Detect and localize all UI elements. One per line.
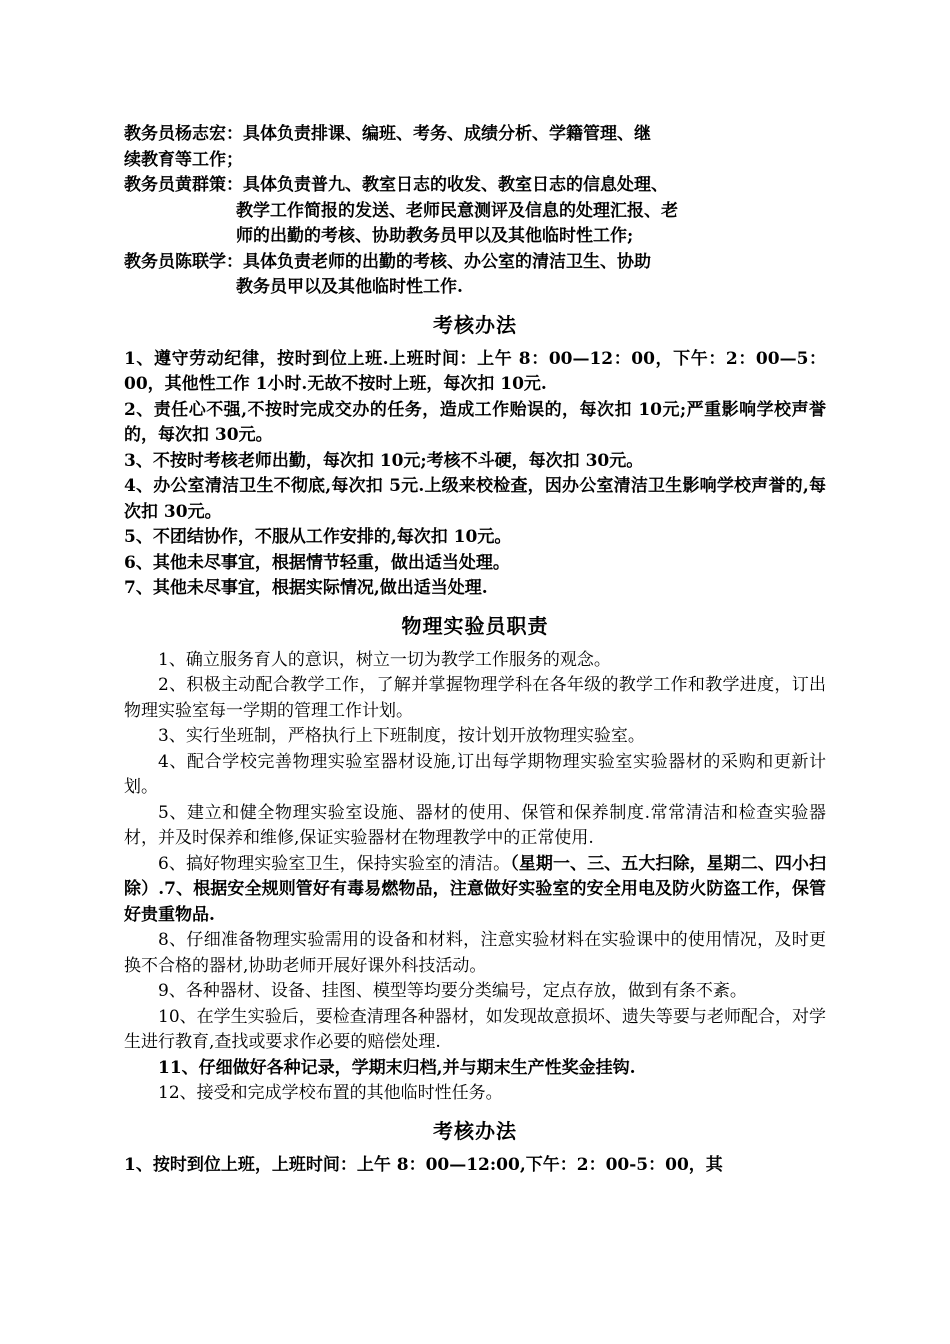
duty-item: 2、积极主动配合教学工作，了解并掌握物理学科在各年级的教学工作和教学进度，订出物理实验室每一学期的管理工作计划。 bbox=[124, 675, 826, 721]
rule-item: 6、其他未尽事宜，根据情节轻重，做出适当处理。 bbox=[124, 552, 510, 573]
duty-item: 8、仔细准备物理实验需用的设备和材料，注意实验材料在实验课中的使用情况，及时更换不合格的器材,协助老师开展好课外科技活动。 bbox=[124, 930, 826, 976]
section-title-physics-lab-duties: 物理实验员职责 bbox=[401, 613, 549, 638]
rule-item: 1、按时到位上班，上班时间：上午 8：00—12:00,下午：2：00-5：00，其 bbox=[124, 1154, 723, 1175]
duty-item-6-7: 6、搞好物理实验室卫生，保持实验室的清洁。（星期一、三、五大扫除，星期二、四小扫除）.7、根据安全规则管好有毒易燃物品，注意做好实验室的安全用电及防火防盗工作，保管好贵重物品. bbox=[124, 853, 826, 925]
duty-item: 10、在学生实验后，要检查清理各种器材，如发现故意损坏、遗失等要与老师配合，对学生进行教育,查找或要求作必要的赔偿处理. bbox=[124, 1006, 826, 1052]
duty-item: 5、建立和健全物理实验室设施、器材的使用、保管和保养制度.常常清洁和检查实验器材，并及时保养和维修,保证实验器材在物理教学中的正常使用. bbox=[124, 802, 826, 848]
staff-duty-yang: 教务员杨志宏：具体负责排课、编班、考务、成绩分析、学籍管理、继 续教育等工作； bbox=[124, 124, 651, 170]
section-title-assessment-2: 考核办法 bbox=[433, 1118, 517, 1143]
duty-item: 3、实行坐班制，严格执行上下班制度，按计划开放物理实验室。 bbox=[158, 726, 645, 746]
rule-item: 4、办公室清洁卫生不彻底,每次扣 5元.上级来校检查，因办公室清洁卫生影响学校声誉的,每次扣 30元。 bbox=[124, 476, 826, 522]
section-title-assessment-1: 考核办法 bbox=[433, 312, 517, 337]
staff-duty-huang: 教务员黄群策：具体负责普九、教室日志的收发、教室日志的信息处理、 教学工作简报的发送、老师民意测评及信息的处理汇报、老 师的出勤的考核、协助教务员甲以及其他临时性工作; bbox=[124, 175, 678, 246]
duty-item: 1、确立服务育人的意识，树立一切为教学工作服务的观念。 bbox=[158, 649, 611, 670]
document-body bbox=[124, 122, 826, 1178]
duty-item-12: 12、接受和完成学校布置的其他临时性任务。 bbox=[158, 1083, 503, 1103]
duty-item-11: 11、仔细做好各种记录，学期末归档,并与期末生产性奖金挂钩. bbox=[158, 1057, 636, 1078]
duty-item: 9、各种器材、设备、挂图、模型等均要分类编号，定点存放，做到有条不紊。 bbox=[158, 981, 747, 1001]
rule-item: 7、其他未尽事宜，根据实际情况,做出适当处理. bbox=[124, 578, 488, 598]
staff-duty-chen: 教务员陈联学：具体负责老师的出勤的考核、办公室的清洁卫生、协助 教务员甲以及其他临时性工作. bbox=[124, 251, 651, 297]
rule-item: 2、责任心不强,不按时完成交办的任务，造成工作贻误的，每次扣 10元;严重影响学校声誉的，每次扣 30元。 bbox=[124, 399, 826, 445]
duty-item: 4、配合学校完善物理实验室器材设施,订出每学期物理实验室实验器材的采购和更新计划。 bbox=[124, 751, 826, 797]
rule-item: 1、遵守劳动纪律，按时到位上班.上班时间：上午 8：00—12：00，下午：2：00—5：00，其他性工作 1小时.无故不按时上班，每次扣 10元. bbox=[124, 348, 826, 394]
rule-item: 3、不按时考核老师出勤，每次扣 10元;考核不斗硬，每次扣 30元。 bbox=[124, 450, 644, 471]
rule-item: 5、不团结协作，不服从工作安排的,每次扣 10元。 bbox=[124, 527, 512, 547]
